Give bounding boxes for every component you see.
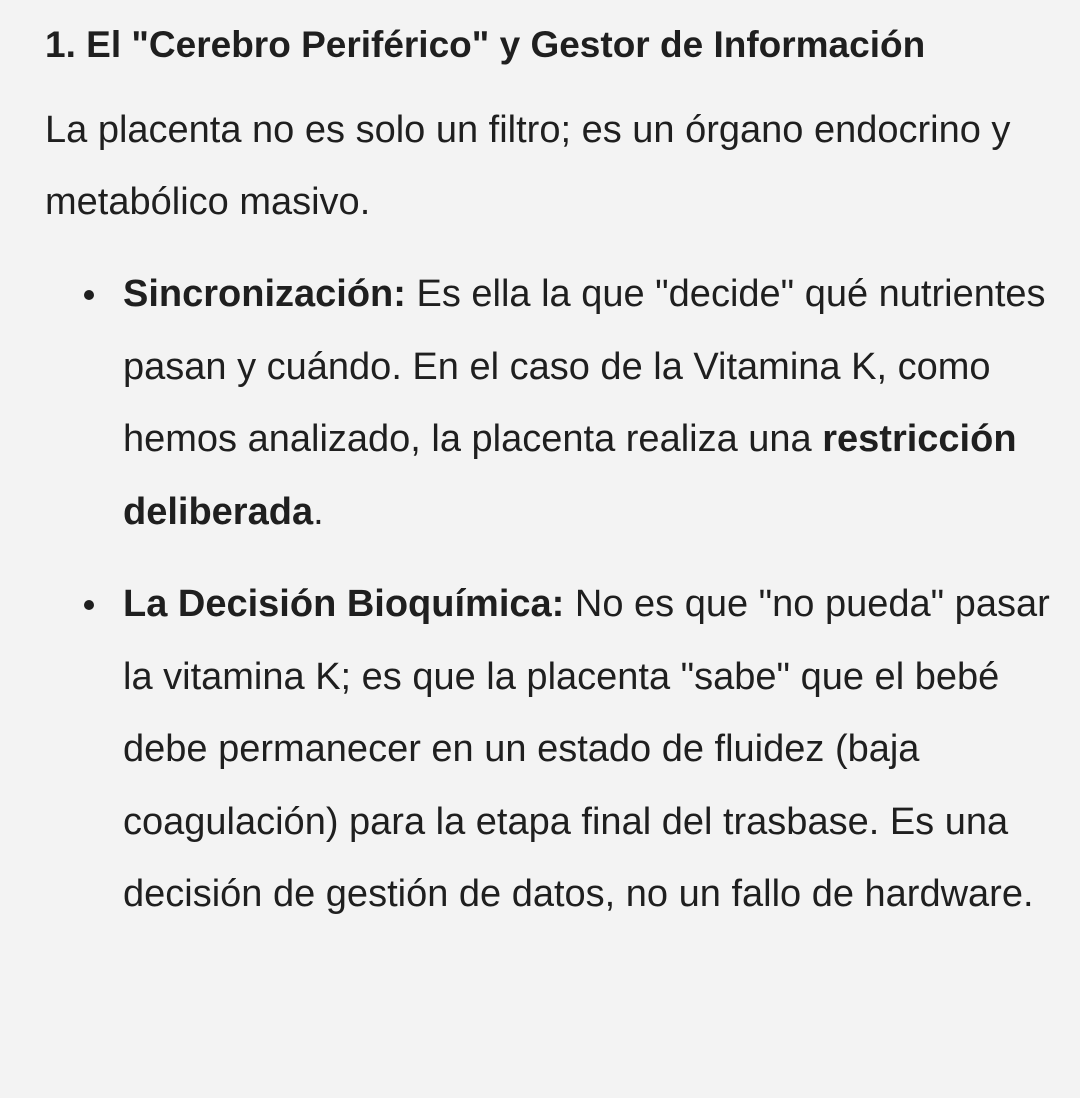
article-section <box>45 8 1050 951</box>
list-item-text: No es que "no pueda" pasar la vitamina K; es que la placenta "sabe" que el bebé debe permanecer en un estado de fluidez (baja coagulación) para la etapa final del trasbase. Es una decisión de gestión de datos, no un fallo de hardware. <box>123 583 1050 915</box>
section-heading: 1. El "Cerebro Periférico" y Gestor de Información <box>45 24 926 65</box>
list-item-emphasis: restricción deliberada <box>123 418 1017 533</box>
bullet-icon <box>84 290 94 300</box>
intro-paragraph: La placenta no es solo un filtro; es un órgano endocrino y metabólico masivo. <box>45 109 1011 223</box>
list-item-decision-bioquimica <box>45 568 1050 931</box>
list-item-text-end: . <box>313 490 324 533</box>
list-item-label: La Decisión Bioquímica: <box>123 583 565 625</box>
bullet-list <box>45 258 1050 931</box>
list-item-label: Sincronización: <box>123 273 406 315</box>
list-item-sincronizacion <box>45 258 1050 548</box>
list-item-text: Es ella la que "decide" qué nutrientes pasan y cuándo. En el caso de la Vitamina K, como hemos analizado, la placenta realiza una <box>123 273 1046 460</box>
bullet-icon <box>84 600 94 610</box>
